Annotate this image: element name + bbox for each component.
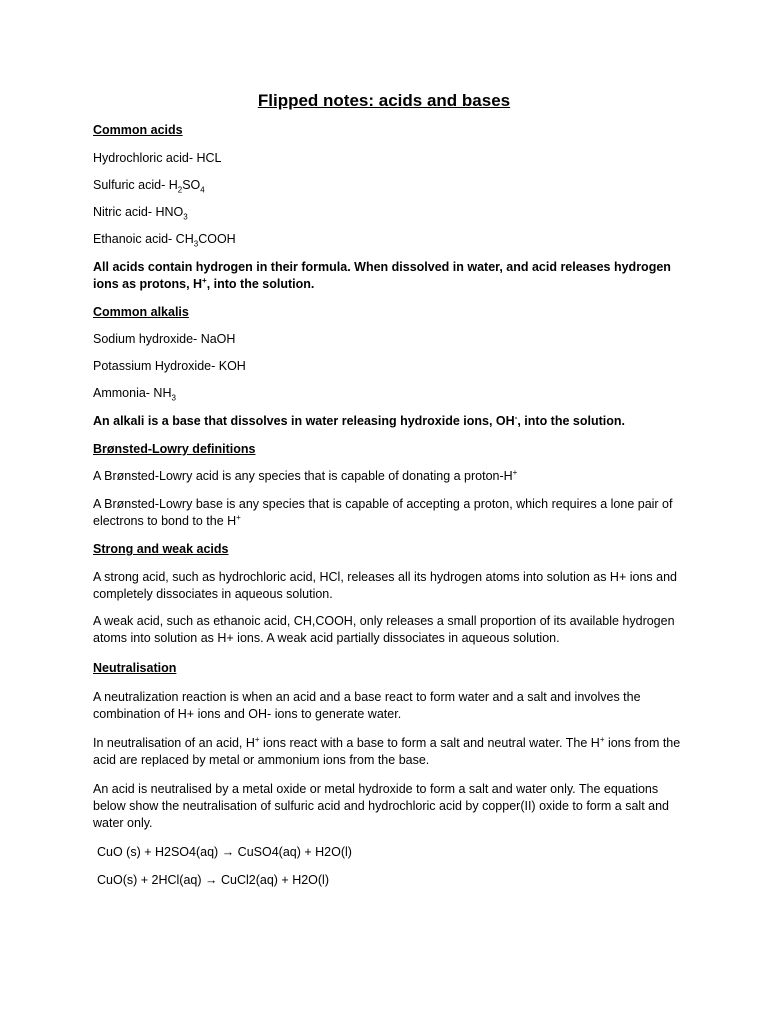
equation-sulfuric-acid: CuO (s) + H2SO4(aq) → CuSO4(aq) + H2O(l) [97, 845, 352, 859]
section-heading-common-acids: Common acids [93, 123, 183, 137]
neutralisation-h-ions-paragraph: In neutralisation of an acid, H+ ions react with a base to form a salt and neutral water. The H+ ions from the acid are replaced by metal or ammonium ions from the base. [93, 734, 681, 767]
weak-acid-paragraph: A weak acid, such as ethanoic acid, CH,COOH, only releases a small proportion of its available hydrogen atoms into solution as H+ ions. A weak acid partially dissociates in aqueous solution. [93, 614, 675, 645]
bronsted-base-definition: A Brønsted-Lowry base is any species that is capable of accepting a proton, which requires a lone pair of electrons to bond to the H+ [93, 497, 673, 528]
neutralisation-metal-oxide-paragraph: An acid is neutralised by a metal oxide or metal hydroxide to form a salt and water only. The equations below show the neutralisation of sulfuric acid and hydrochloric acid by copper(II) oxide to form a salt and water only. [93, 782, 669, 830]
strong-acid-paragraph: A strong acid, such as hydrochloric acid, HCl, releases all its hydrogen atoms into solution as H+ ions and completely dissociates in aqueous solution. [93, 570, 677, 601]
page-title: Flipped notes: acids and bases [257, 91, 511, 110]
alkali-item-sodium-hydroxide: Sodium hydroxide- NaOH [93, 332, 236, 346]
section-heading-neutralisation: Neutralisation [93, 661, 177, 675]
acid-item-nitric: Nitric acid- $HNO_3$ [93, 205, 188, 222]
section-heading-bronsted-lowry: Brønsted-Lowry definitions [93, 442, 256, 456]
acid-item-hydrochloric: Hydrochloric acid- HCL [93, 151, 222, 165]
alkalis-note: An alkali is a base that dissolves in water releasing hydroxide ions, OH-, into the solution. [93, 412, 625, 428]
bronsted-acid-definition: A Brønsted-Lowry acid is any species that is capable of donating a proton-H+ [93, 467, 518, 483]
alkali-item-ammonia: Ammonia- $NH_3$ [93, 386, 176, 403]
alkali-item-potassium-hydroxide: Potassium Hydroxide- KOH [93, 359, 246, 373]
acids-note: All acids contain hydrogen in their formula. When dissolved in water, and acid releases hydrogen ions as protons, H+, into the solution. [93, 260, 671, 291]
section-heading-common-alkalis: Common alkalis [93, 305, 189, 319]
section-heading-strong-weak-acids: Strong and weak acids [93, 542, 229, 556]
neutralisation-definition-paragraph: A neutralization reaction is when an acid and a base react to form water and a salt and involves the combination of H+ ions and OH- ions to generate water. [93, 690, 641, 721]
acid-item-ethanoic: Ethanoic acid- $CH_3COOH$ [93, 232, 236, 249]
equation-hydrochloric-acid: CuO(s) + 2HCl(aq) → CuCl2(aq) + H2O(l) [97, 873, 329, 887]
acid-item-sulfuric: Sulfuric acid- $H_2SO_4$ [93, 178, 205, 195]
